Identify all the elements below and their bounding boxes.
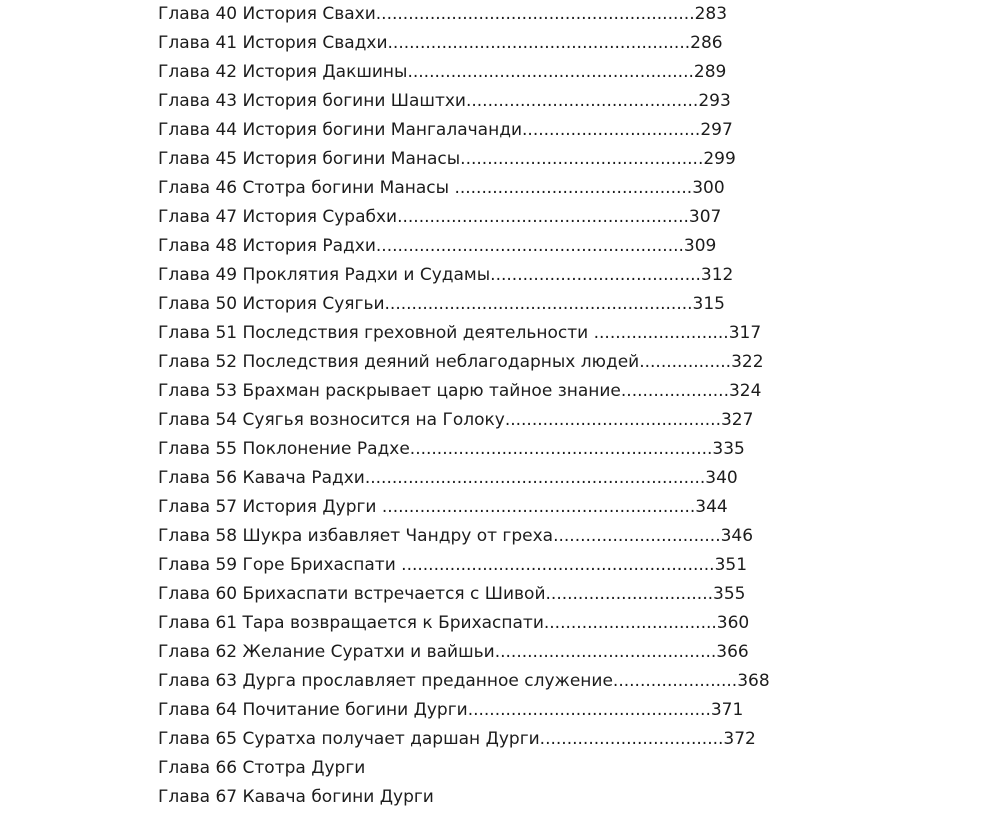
- toc-entry-ch63: Глава 63 Дурга прославляет преданное служение.......................368: [158, 671, 770, 691]
- toc-entry-ch53: Глава 53 Брахман раскрывает царю тайное знание....................324: [158, 381, 762, 401]
- toc-entry-ch40: Глава 40 История Свахи...........................................................283: [158, 4, 728, 24]
- table-of-contents: [158, 0, 770, 812]
- toc-entry-ch61: Глава 61 Тара возвращается к Брихаспати................................360: [158, 613, 750, 633]
- toc-entry-ch62: Глава 62 Желание Суратхи и вайшьи.........................................366: [158, 642, 749, 662]
- toc-entry-ch59: Глава 59 Горе Брихаспати ..........................................................351: [158, 555, 748, 575]
- toc-entry-ch46: Глава 46 Стотра богини Манасы ............................................300: [158, 178, 725, 198]
- toc-entry-ch47: Глава 47 История Сурабхи......................................................307: [158, 207, 722, 227]
- toc-entry-ch60: Глава 60 Брихаспати встречается с Шивой...............................355: [158, 584, 746, 604]
- toc-entry-ch57: Глава 57 История Дурги ..........................................................344: [158, 497, 728, 517]
- toc-entry-ch45: Глава 45 История богини Манасы.............................................299: [158, 149, 736, 169]
- toc-entry-ch67: Глава 67 Кавача богини Дурги: [158, 787, 434, 807]
- toc-entry-ch41: Глава 41 История Свадхи........................................................286: [158, 33, 723, 53]
- toc-entry-ch48: Глава 48 История Радхи.........................................................309: [158, 236, 717, 256]
- toc-entry-ch42: Глава 42 История Дакшины.....................................................289: [158, 62, 727, 82]
- toc-entry-ch56: Глава 56 Кавача Радхи...............................................................340: [158, 468, 738, 488]
- toc-entry-ch58: Глава 58 Шукра избавляет Чандру от греха...............................346: [158, 526, 754, 546]
- toc-entry-ch43: Глава 43 История богини Шаштхи...........................................293: [158, 91, 731, 111]
- toc-entry-ch52: Глава 52 Последствия деяний неблагодарных людей.................322: [158, 352, 764, 372]
- toc-entry-ch54: Глава 54 Суягья возносится на Голоку........................................327: [158, 410, 754, 430]
- toc-entry-ch49: Глава 49 Проклятия Радхи и Судамы.......................................312: [158, 265, 734, 285]
- toc-entry-ch65: Глава 65 Суратха получает даршан Дурги..................................372: [158, 729, 756, 749]
- toc-entry-ch51: Глава 51 Последствия греховной деятельности .........................317: [158, 323, 762, 343]
- toc-entry-ch44: Глава 44 История богини Мангалачанди.................................297: [158, 120, 733, 140]
- toc-entry-ch55: Глава 55 Поклонение Радхе........................................................335: [158, 439, 745, 459]
- toc-entry-ch66: Глава 66 Стотра Дурги: [158, 758, 366, 778]
- toc-entry-ch64: Глава 64 Почитание богини Дурги.............................................371: [158, 700, 744, 720]
- toc-entry-ch50: Глава 50 История Суягьи.........................................................315: [158, 294, 725, 314]
